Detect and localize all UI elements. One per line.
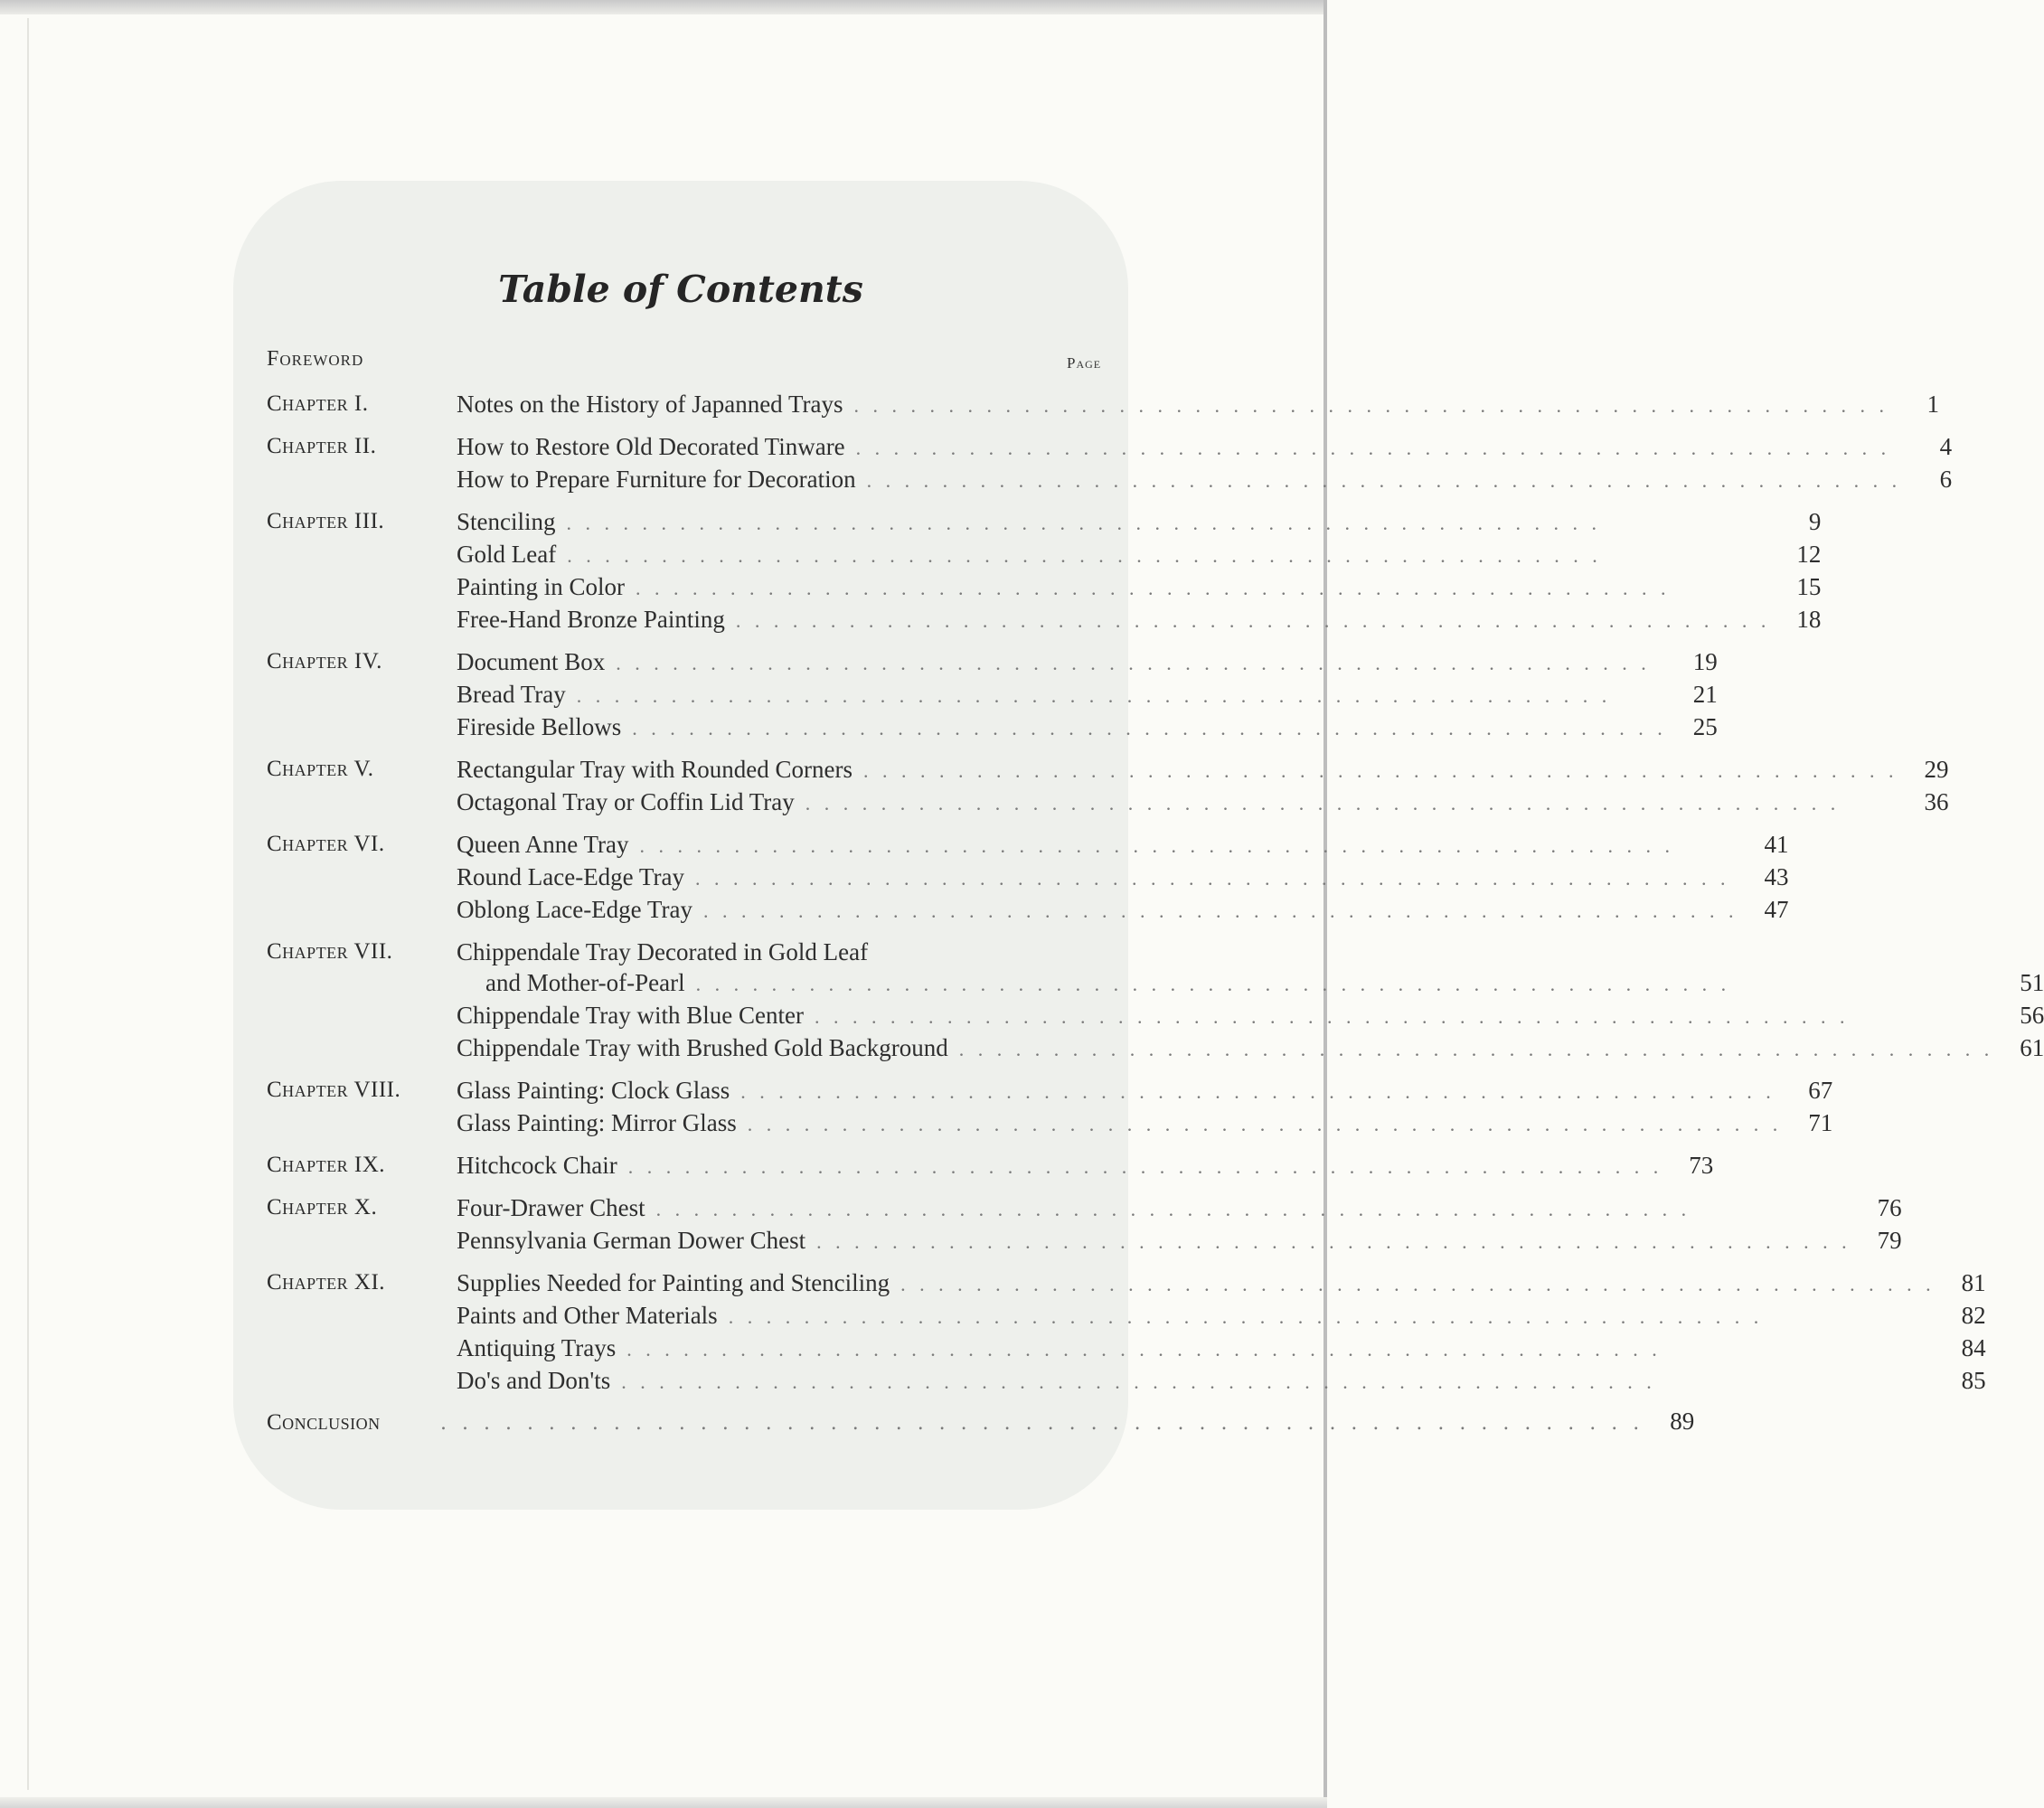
chapter-row [267,1075,1833,1140]
toc-entry [457,894,1788,927]
entry-title: Queen Anne Tray [457,831,629,858]
leader-dots: . . . . . . . . . . . . . . . . . . . . . . . . . . . . . . . . . . . . . . . . . . . . . . . . . . . . . . . [862,759,1898,782]
entry-page-number: 85 [1961,1367,1986,1394]
entry-title: Antiquing Trays [457,1334,617,1361]
entry-page-number: 15 [1796,573,1822,600]
toc-entry [457,506,1821,539]
toc-entry [457,711,1718,744]
entry-title: Oblong Lace-Edge Tray [457,896,692,923]
toc-entry [457,646,1718,679]
leader-dots: . . . . . . . . . . . . . . . . . . . . . . . . . . . . . . . . . . . . . . . . . . . . . . . . . . . . . . . [576,684,1612,707]
entry-title: How to Prepare Furniture for Decoration [457,466,856,493]
conclusion-page: 89 [1670,1408,1695,1435]
entry-title: Fireside Bellows [457,713,622,740]
toc-entry [457,571,1821,604]
leader-dots: . . . . . . . . . . . . . . . . . . . . . . . . . . . . . . . . . . . . . . . . . . . . . . . . . . . . . . . [855,437,1891,459]
entry-title: Glass Painting: Clock Glass [457,1077,730,1104]
leader-dots: . . . . . . . . . . . . . . . . . . . . . . . . . . . . . . . . . . . . . . . . . . . . . . . . . . . . . . . [805,792,1841,815]
toc-entry [457,1225,1902,1257]
toc-entry [457,464,1952,496]
toc-entry [457,1267,1986,1300]
leader-dots: . . . . . . . . . . . . . . . . . . . . . . . . . . . . . . . . . . . . . . . . . . . . . . . . . . . . . . . [616,652,1651,674]
entry-page-number: 19 [1692,648,1718,675]
entry-title: Gold Leaf [457,541,557,568]
toc-entry [457,829,1788,862]
leader-dots: . . . . . . . . . . . . . . . . . . . . . . . . . . . . . . . . . . . . . . . . . . . . . . . . . . . . . . . [740,1080,1776,1103]
leader-dots: . . . . . . . . . . . . . . . . . . . . . . . . . . . . . . . . . . . . . . . . . . . . . . . . . . . . . . . [728,1305,1764,1328]
chapter-label: Chapter XI. [267,1270,386,1295]
chapter-entries [457,431,1952,496]
toc-entry [457,431,1952,464]
leader-dots: . . . . . . . . . . . . . . . . . . . . . . . . . . . . . . . . . . . . . . . . . . . . . . . . . . . . . . . [566,512,1601,534]
entry-page-number: 76 [1877,1194,1902,1221]
chapter-label: Chapter VIII. [267,1078,401,1102]
chapter-row [267,646,1718,744]
entry-page-number: 25 [1692,713,1718,740]
toc-entry [457,539,1821,571]
entry-page-number: 67 [1808,1077,1833,1104]
leader-dots: . . . . . . . . . . . . . . . . . . . . . . . . . . . . . . . . . . . . . . . . . . . . . . . . . . . . . . . [639,834,1674,857]
entry-page-number: 12 [1796,541,1822,568]
page-spine-line [27,18,29,1790]
entry-page-number: 1 [1926,391,1939,418]
leader-dots: . . . . . . . . . . . . . . . . . . . . . . . . . . . . . . . . . . . . . . . . . . . . . . . . . . . . . . . [567,544,1602,567]
chapter-row [267,431,1953,496]
chapter-row [267,1192,1902,1257]
toc-entry [457,1332,1986,1365]
entry-title: Pennsylvania German Dower Chest [457,1227,806,1254]
entry-page-number: 9 [1808,508,1822,535]
conclusion-row [267,1408,1695,1438]
chapter-entries [457,1150,1713,1182]
entry-page-number: 43 [1764,863,1789,890]
toc-entry [457,389,1939,421]
entry-page-number: 82 [1961,1302,1986,1329]
chapter-row [267,506,1822,636]
entry-page-number: 81 [1961,1269,1986,1296]
chapter-entries [457,1267,1986,1398]
chapter-row [267,754,1949,819]
toc-entry [457,604,1821,636]
toc-entry [457,754,1948,786]
entry-page-number: 61 [2020,1034,2044,1061]
chapter-row [267,829,1789,927]
entry-title: Chippendale Tray with Brushed Gold Background [457,1034,948,1061]
foreword-label: Foreword [267,347,364,371]
toc-entry [457,1150,1713,1182]
entry-page-number: 18 [1796,606,1822,633]
chapter-entries [457,389,1939,421]
chapter-entries [457,937,2044,1065]
entry-title: How to Restore Old Decorated Tinware [457,433,845,460]
toc-entry [457,1365,1986,1398]
entry-title: Free-Hand Bronze Painting [457,606,725,633]
entry-title: Stenciling [457,508,556,535]
leader-dots: . . . . . . . . . . . . . . . . . . . . . . . . . . . . . . . . . . . . . . . . . . . . . . . . . . . . . . . [866,469,1902,492]
entry-title: Octagonal Tray or Coffin Lid Tray [457,788,795,815]
leader-dots: . . . . . . . . . . . . . . . . . . . . . . . . . . . . . . . . . . . . . . . . . . . . . . . . . . . . . . . [958,1038,1994,1060]
leader-dots: . . . . . . . . . . . . . . . . . . . . . . . . . . . . . . . . . . . . . . . . . . . . . . . . . . . . . . . [702,899,1738,922]
toc-entry [457,1075,1832,1107]
entry-title: Round Lace-Edge Tray [457,863,684,890]
conclusion-label: Conclusion [267,1410,381,1435]
toc-entry [457,1107,1832,1140]
chapter-label: Chapter IV. [267,649,382,673]
chapter-entries [457,506,1821,636]
toc-entry [457,786,1948,819]
toc-entry [457,1000,2044,1032]
entry-title: Rectangular Tray with Rounded Corners [457,756,852,783]
entry-page-number: 79 [1877,1227,1902,1254]
chapter-entries [457,1192,1902,1257]
entry-page-number: 4 [1939,433,1953,460]
leader-dots: . . . . . . . . . . . . . . . . . . . . . . . . . . . . . . . . . . . . . . . . . . . . . . . . . . . . . . . . [440,1412,1644,1435]
leader-dots: . . . . . . . . . . . . . . . . . . . . . . . . . . . . . . . . . . . . . . . . . . . . . . . . . . . . . . . [636,577,1671,599]
leader-dots: . . . . . . . . . . . . . . . . . . . . . . . . . . . . . . . . . . . . . . . . . . . . . . . . . . . . . . . [655,1198,1691,1220]
table-of-contents [267,389,2044,1438]
chapter-label: Chapter IX. [267,1153,386,1177]
chapter-entries [457,1075,1832,1140]
entry-title: Four-Drawer Chest [457,1194,645,1221]
entry-title: Chippendale Tray Decorated in Gold Leaf [457,938,869,965]
entry-page-number: 56 [2020,1002,2044,1029]
scan-top-edge [0,0,1327,14]
entry-title: Notes on the History of Japanned Trays [457,391,843,418]
toc-entry [457,1032,2044,1065]
entry-title: Do's and Don'ts [457,1367,611,1394]
leader-dots: . . . . . . . . . . . . . . . . . . . . . . . . . . . . . . . . . . . . . . . . . . . . . . . . . . . . . . . [853,394,1889,417]
leader-dots: . . . . . . . . . . . . . . . . . . . . . . . . . . . . . . . . . . . . . . . . . . . . . . . . . . . . . . . [735,609,1771,632]
entry-title: Paints and Other Materials [457,1302,718,1329]
entry-title: Painting in Color [457,573,626,600]
chapter-label: Chapter VII. [267,939,393,964]
entry-page-number: 51 [2020,969,2044,996]
page-column-header: Page [1067,354,1102,372]
scan-bottom-edge [0,1797,1327,1808]
entry-page-number: 73 [1689,1152,1714,1179]
entry-title: Supplies Needed for Painting and Stenciling [457,1269,890,1296]
toc-entry [457,937,2044,967]
chapter-label: Chapter VI. [267,832,385,856]
entry-page-number: 36 [1924,788,1949,815]
toc-entry [457,967,2044,1000]
entry-page-number: 21 [1692,681,1718,708]
chapter-row [267,1267,1986,1398]
entry-page-number: 41 [1764,831,1789,858]
chapter-entries [457,754,1948,819]
leader-dots: . . . . . . . . . . . . . . . . . . . . . . . . . . . . . . . . . . . . . . . . . . . . . . . . . . . . . . . [747,1113,1783,1135]
leader-dots: . . . . . . . . . . . . . . . . . . . . . . . . . . . . . . . . . . . . . . . . . . . . . . . . . . . . . . . [695,973,1731,995]
leader-dots: . . . . . . . . . . . . . . . . . . . . . . . . . . . . . . . . . . . . . . . . . . . . . . . . . . . . . . . [900,1273,1936,1295]
leader-dots: . . . . . . . . . . . . . . . . . . . . . . . . . . . . . . . . . . . . . . . . . . . . . . . . . . . . . . . [814,1005,1850,1028]
entry-title: Hitchcock Chair [457,1152,617,1179]
toc-entry [457,1300,1986,1332]
chapter-entries [457,646,1718,744]
entry-title: and Mother-of-Pearl [485,969,685,996]
entry-page-number: 71 [1808,1109,1833,1136]
chapter-label: Chapter III. [267,509,385,533]
entry-title: Chippendale Tray with Blue Center [457,1002,804,1029]
chapter-label: Chapter II. [267,434,377,458]
chapter-entries [457,829,1788,927]
chapter-row [267,937,2044,1065]
page-title: Table of Contents [498,268,863,311]
chapter-row [267,1150,1714,1182]
toc-entry [457,679,1718,711]
chapter-label: Chapter V. [267,757,374,781]
leader-dots: . . . . . . . . . . . . . . . . . . . . . . . . . . . . . . . . . . . . . . . . . . . . . . . . . . . . . . . [626,1338,1662,1361]
entry-title: Document Box [457,648,606,675]
entry-page-number: 84 [1961,1334,1986,1361]
chapter-row [267,389,1939,421]
leader-dots: . . . . . . . . . . . . . . . . . . . . . . . . . . . . . . . . . . . . . . . . . . . . . . . . . . . . . . . [627,1155,1663,1178]
leader-dots: . . . . . . . . . . . . . . . . . . . . . . . . . . . . . . . . . . . . . . . . . . . . . . . . . . . . . . . [694,867,1730,890]
toc-entry [457,862,1788,894]
leader-dots: . . . . . . . . . . . . . . . . . . . . . . . . . . . . . . . . . . . . . . . . . . . . . . . . . . . . . . . [816,1230,1851,1253]
entry-page-number: 47 [1764,896,1789,923]
chapter-label: Chapter I. [267,391,369,416]
chapter-label: Chapter X. [267,1195,378,1219]
entry-title: Bread Tray [457,681,566,708]
entry-page-number: 6 [1939,466,1953,493]
leader-dots: . . . . . . . . . . . . . . . . . . . . . . . . . . . . . . . . . . . . . . . . . . . . . . . . . . . . . . . [621,1370,1656,1393]
toc-entry [457,1192,1902,1225]
entry-page-number: 29 [1924,756,1949,783]
entry-title: Glass Painting: Mirror Glass [457,1109,737,1136]
leader-dots: . . . . . . . . . . . . . . . . . . . . . . . . . . . . . . . . . . . . . . . . . . . . . . . . . . . . . . . [632,717,1667,739]
